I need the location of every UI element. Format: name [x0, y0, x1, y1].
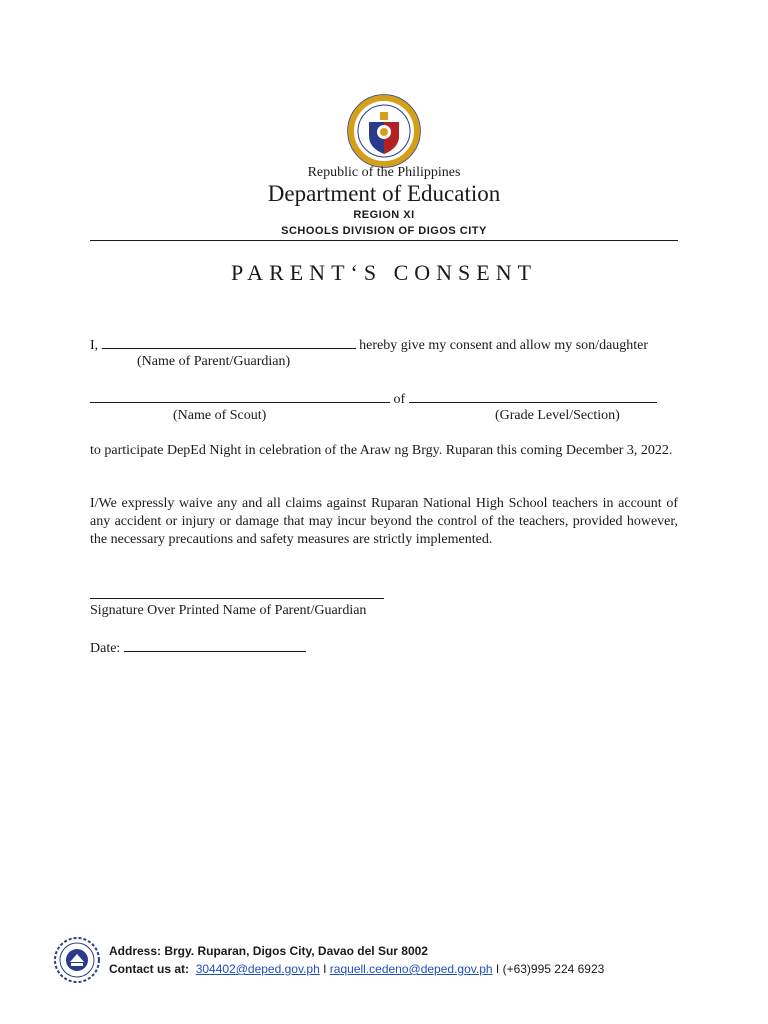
division-heading: SCHOOLS DIVISION OF DIGOS CITY	[281, 225, 487, 237]
footer-contact	[109, 962, 604, 976]
footer-separator: I	[495, 962, 500, 976]
header-divider	[90, 240, 678, 241]
consent-text: hereby give my consent and allow my son/daughter	[359, 338, 649, 353]
waiver-paragraph: I/We expressly waive any and all claims against Ruparan National High School teachers in account of any accident or injury or damage that may incur beyond the control of the teachers, provided however, the necessary precautions and safety measures are strictly implemented.	[90, 496, 678, 547]
footer-address: Address: Brgy. Ruparan, Digos City, Davao del Sur 8002	[109, 944, 428, 958]
grade-caption: (Grade Level/Section)	[495, 408, 620, 423]
parent-caption: (Name of Parent/Guardian)	[137, 354, 291, 369]
school-logo	[54, 937, 100, 983]
grade-section-field[interactable]	[409, 389, 657, 403]
contact-label: Contact us at:	[109, 962, 190, 976]
department-heading: Department of Education	[267, 181, 501, 206]
date-line	[90, 638, 306, 658]
date-label: Date:	[90, 641, 121, 656]
parent-line	[90, 335, 690, 355]
phone-number: (+63)995 224 6923	[502, 962, 605, 976]
document-title: PARENT‘S CONSENT	[230, 260, 538, 285]
scout-caption: (Name of Scout)	[173, 408, 267, 423]
parent-name-field[interactable]	[102, 335, 356, 349]
email-link-school[interactable]: 304402@deped.gov.ph	[195, 962, 320, 976]
republic-heading: Republic of the Philippines	[307, 165, 461, 180]
footer-separator: I	[323, 962, 327, 976]
of-text: of	[393, 392, 406, 407]
email-link-principal[interactable]: raquell.cedeno@deped.gov.ph	[329, 962, 493, 976]
scout-line	[90, 389, 690, 409]
deped-seal-logo	[347, 94, 421, 168]
participation-paragraph: to participate DepEd Night in celebration of the Araw ng Brgy. Ruparan this coming December 3, 2022.	[90, 443, 673, 458]
prefix-text: I,	[90, 338, 99, 353]
scout-name-field[interactable]	[90, 389, 390, 403]
signature-field[interactable]	[90, 598, 384, 599]
signature-label: Signature Over Printed Name of Parent/Guardian	[90, 603, 367, 618]
date-field[interactable]	[124, 638, 306, 652]
region-heading: REGION XI	[353, 209, 415, 221]
